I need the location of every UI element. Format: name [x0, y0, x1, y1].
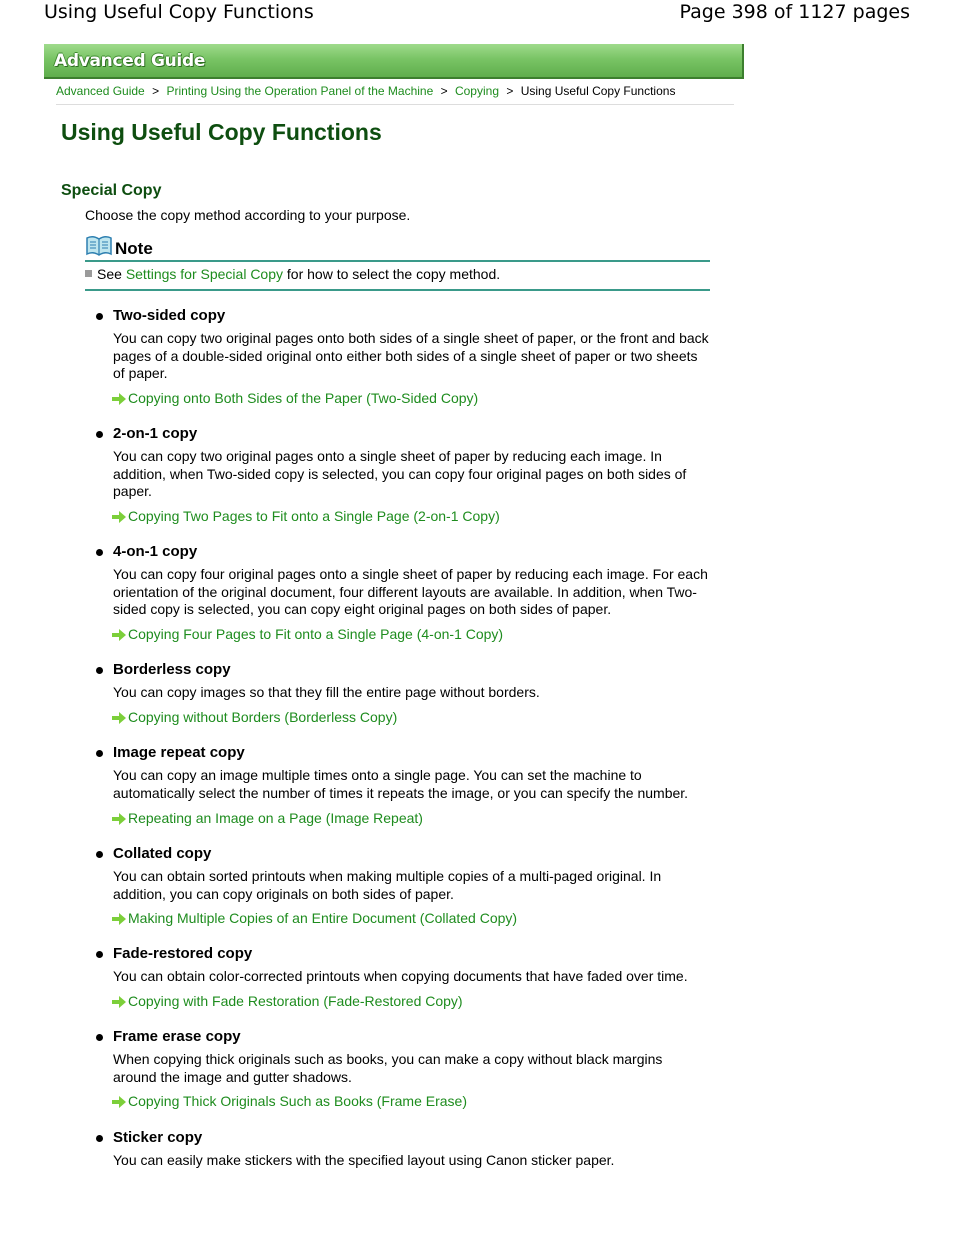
item-title: Image repeat copy: [113, 744, 245, 761]
arrow-right-icon: [112, 996, 126, 1008]
item-link[interactable]: [112, 910, 517, 927]
item-link-label: Repeating an Image on a Page (Image Repeat): [128, 810, 423, 826]
section-title: Special Copy: [61, 182, 162, 199]
bullet-icon: [96, 1135, 103, 1142]
item-title: Frame erase copy: [113, 1028, 241, 1045]
item-title: Fade-restored copy: [113, 945, 253, 962]
bullet-icon: [96, 750, 103, 757]
item-link[interactable]: [112, 508, 500, 525]
document-title: Using Useful Copy Functions: [44, 1, 314, 23]
item-title: 2-on-1 copy: [113, 425, 198, 442]
item-link[interactable]: [112, 626, 503, 643]
note-suffix: for how to select the copy method.: [286, 266, 501, 282]
item-link-label: Copying with Fade Restoration (Fade-Restored Copy): [128, 993, 463, 1009]
item-description: You can copy two original pages onto a single sheet of paper by reducing each image. In addition, when Two-sided copy is selected, you can copy four original pages on both sides of paper.: [113, 448, 687, 500]
breadcrumb-link-copying[interactable]: Copying: [454, 84, 499, 98]
page-counter: Page 398 of 1127 pages: [679, 1, 910, 23]
item-description: You can copy four original pages onto a single sheet of paper by reducing each image. For each orientation of the original document, four different layouts are available. In addition, when Two-sided copy is selected, you can copy eight original pages on both sides of paper.: [113, 566, 708, 618]
note-link-settings[interactable]: Settings for Special Copy: [125, 266, 284, 282]
arrow-right-icon: [112, 629, 126, 641]
note-title: Note: [115, 239, 153, 258]
item-title: Borderless copy: [113, 661, 231, 678]
item-link[interactable]: [112, 390, 478, 407]
item-description: You can copy an image multiple times onto a single page. You can set the machine to automatically select the number of times it repeats the image, or you can specify the number.: [113, 767, 689, 801]
bullet-icon: [96, 851, 103, 858]
arrow-right-icon: [112, 511, 126, 523]
bullet-icon: [96, 549, 103, 556]
item-description: You can easily make stickers with the specified layout using Canon sticker paper.: [113, 1152, 615, 1168]
bullet-icon: [96, 667, 103, 674]
note-text: [97, 266, 500, 282]
section-intro: Choose the copy method according to your purpose.: [85, 207, 411, 223]
item-link-label: Copying Four Pages to Fit onto a Single Page (4-on-1 Copy): [128, 626, 504, 642]
item-link-label: Copying onto Both Sides of the Paper (Two-Sided Copy): [128, 390, 479, 406]
item-description: You can copy two original pages onto both sides of a single sheet of paper, or the front and back pages of a double-sided original onto either both sides of a single sheet of paper or two sheets of paper.: [113, 330, 709, 382]
bullet-icon: [96, 313, 103, 320]
item-title: Collated copy: [113, 845, 212, 862]
item-link[interactable]: [112, 1093, 467, 1110]
item-link-label: Copying without Borders (Borderless Copy): [128, 709, 398, 725]
note-prefix: See: [97, 266, 122, 282]
note-book-icon: [85, 235, 113, 262]
page-title: Using Useful Copy Functions: [61, 119, 382, 145]
advanced-guide-banner: [44, 44, 744, 79]
breadcrumb-separator: >: [506, 84, 514, 98]
item-link-label: Copying Thick Originals Such as Books (Frame Erase): [128, 1093, 467, 1109]
item-title: Two-sided copy: [113, 307, 226, 324]
item-description: You can obtain sorted printouts when making multiple copies of a multi-paged original. In addition, you can copy originals on both sides of paper.: [113, 868, 662, 902]
note-header: [85, 235, 710, 262]
item-description: When copying thick originals such as books, you can make a copy without black margins around the image and gutter shadows.: [113, 1051, 663, 1085]
bullet-icon: [96, 951, 103, 958]
breadcrumb-link-advanced-guide[interactable]: Advanced Guide: [56, 84, 145, 98]
arrow-right-icon: [112, 913, 126, 925]
page-header: [44, 0, 910, 26]
item-link[interactable]: [112, 993, 463, 1010]
arrow-right-icon: [112, 712, 126, 724]
arrow-right-icon: [112, 1096, 126, 1108]
item-link[interactable]: [112, 810, 423, 827]
item-title: 4-on-1 copy: [113, 543, 198, 560]
breadcrumb-link-printing[interactable]: Printing Using the Operation Panel of the Machine: [166, 84, 434, 98]
banner-label: Advanced Guide: [54, 51, 206, 71]
item-description: You can copy images so that they fill the entire page without borders.: [113, 684, 540, 700]
note-box: [85, 235, 710, 291]
item-link[interactable]: [112, 709, 397, 726]
item-link-label: Copying Two Pages to Fit onto a Single Page (2-on-1 Copy): [128, 508, 500, 524]
square-bullet-icon: [85, 270, 92, 277]
breadcrumb: [56, 83, 734, 105]
item-link-label: Making Multiple Copies of an Entire Document (Collated Copy): [128, 910, 518, 926]
bullet-icon: [96, 1034, 103, 1041]
item-description: You can obtain color-corrected printouts when copying documents that have faded over time.: [113, 968, 688, 984]
breadcrumb-separator: >: [152, 84, 160, 98]
arrow-right-icon: [112, 813, 126, 825]
item-title: Sticker copy: [113, 1129, 203, 1146]
breadcrumb-current: Using Useful Copy Functions: [520, 84, 676, 98]
arrow-right-icon: [112, 393, 126, 405]
bullet-icon: [96, 431, 103, 438]
breadcrumb-separator: >: [440, 84, 448, 98]
